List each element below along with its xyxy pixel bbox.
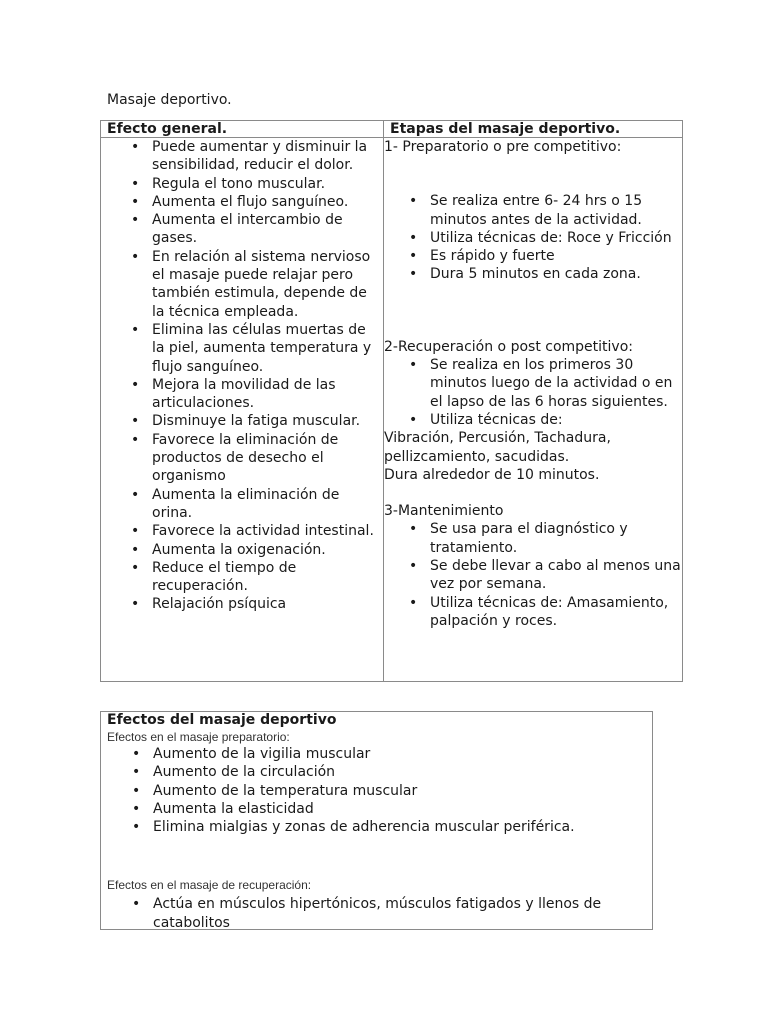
effects-box	[100, 711, 653, 930]
list-item: • Relajación psíquica	[152, 595, 377, 613]
list-item: • Elimina mialgias y zonas de adherencia muscular periférica.	[153, 818, 646, 836]
list-item: • Es rápido y fuerte	[430, 247, 682, 265]
stage2-list	[384, 356, 682, 429]
list-item: • Elimina las células muertas de la piel, aumenta temperatura y flujo sanguíneo.	[152, 321, 377, 376]
list-item: • Mejora la movilidad de las articulaciones.	[152, 376, 377, 413]
header-stages: Etapas del masaje deportivo.	[384, 121, 683, 138]
spacer	[107, 836, 646, 877]
spacer	[384, 284, 682, 338]
header-general-effect: Efecto general.	[101, 121, 384, 138]
prep-subtitle: Efectos en el masaje preparatorio:	[107, 730, 290, 744]
list-item: • Actúa en músculos hipertónicos, músculos fatigados y llenos de catabolitos	[153, 895, 646, 932]
list-item: • Se realiza en los primeros 30 minutos luego de la actividad o en el lapso de las 6 horas siguientes.	[430, 356, 682, 411]
recovery-subtitle: Efectos en el masaje de recuperación:	[107, 878, 312, 893]
list-item: • Favorece la eliminación de productos de desecho el organismo	[152, 431, 377, 486]
list-item: • Regula el tono muscular.	[152, 175, 377, 193]
spacer	[384, 484, 682, 502]
prep-effects-list	[107, 745, 646, 836]
list-item: • Puede aumentar y disminuir la sensibilidad, reducir el dolor.	[152, 138, 377, 175]
stages-cell	[384, 138, 683, 682]
list-item: • Se debe llevar a cabo al menos una vez por semana.	[430, 557, 682, 594]
stage1-title: 1- Preparatorio o pre competitivo:	[384, 139, 622, 155]
stage3-list	[384, 520, 682, 630]
list-item: • Aumenta la eliminación de orina.	[152, 486, 377, 523]
list-item: • Aumenta el intercambio de gases.	[152, 211, 377, 248]
list-item: • Aumento de la circulación	[153, 763, 646, 781]
list-item: • Disminuye la fatiga muscular.	[152, 412, 377, 430]
stage2-techniques: Vibración, Percusión, Tachadura, pellizcamiento, sacudidas.	[384, 430, 611, 465]
list-item: • Aumenta la oxigenación.	[152, 541, 377, 559]
general-effects-cell	[101, 138, 384, 682]
list-item: • Dura 5 minutos en cada zona.	[430, 265, 682, 283]
list-item: • Aumento de la temperatura muscular	[153, 782, 646, 800]
list-item: • Utiliza técnicas de:	[430, 411, 682, 429]
list-item: • Utiliza técnicas de: Amasamiento, palpación y roces.	[430, 594, 682, 631]
list-item: • Se usa para el diagnóstico y tratamiento.	[430, 520, 682, 557]
stage2-duration: Dura alrededor de 10 minutos.	[384, 466, 600, 483]
list-item: • Reduce el tiempo de recuperación.	[152, 559, 377, 596]
general-effects-list	[101, 138, 383, 614]
document-title: Masaje deportivo.	[107, 92, 232, 108]
list-item: • Se realiza entre 6- 24 hrs o 15 minutos antes de la actividad.	[430, 192, 682, 229]
table-header-row	[101, 121, 683, 138]
table-body-row	[101, 138, 683, 682]
effects-title: Efectos del masaje deportivo	[107, 712, 337, 728]
list-item: • Favorece la actividad intestinal.	[152, 522, 377, 540]
list-item: • Utiliza técnicas de: Roce y Fricción	[430, 229, 682, 247]
list-item: • Aumento de la vigilia muscular	[153, 745, 646, 763]
stage2-title: 2-Recuperación o post competitivo:	[384, 338, 633, 355]
recovery-effects-list	[107, 895, 646, 932]
stage1-list	[384, 192, 682, 283]
massage-table	[100, 120, 683, 682]
list-item: • Aumenta el flujo sanguíneo.	[152, 193, 377, 211]
stage3-title: 3-Mantenimiento	[384, 503, 504, 520]
list-item: • En relación al sistema nervioso el masaje puede relajar pero también estimula, depende de la técnica empleada.	[152, 248, 377, 321]
spacer	[384, 156, 682, 192]
list-item: • Aumenta la elasticidad	[153, 800, 646, 818]
